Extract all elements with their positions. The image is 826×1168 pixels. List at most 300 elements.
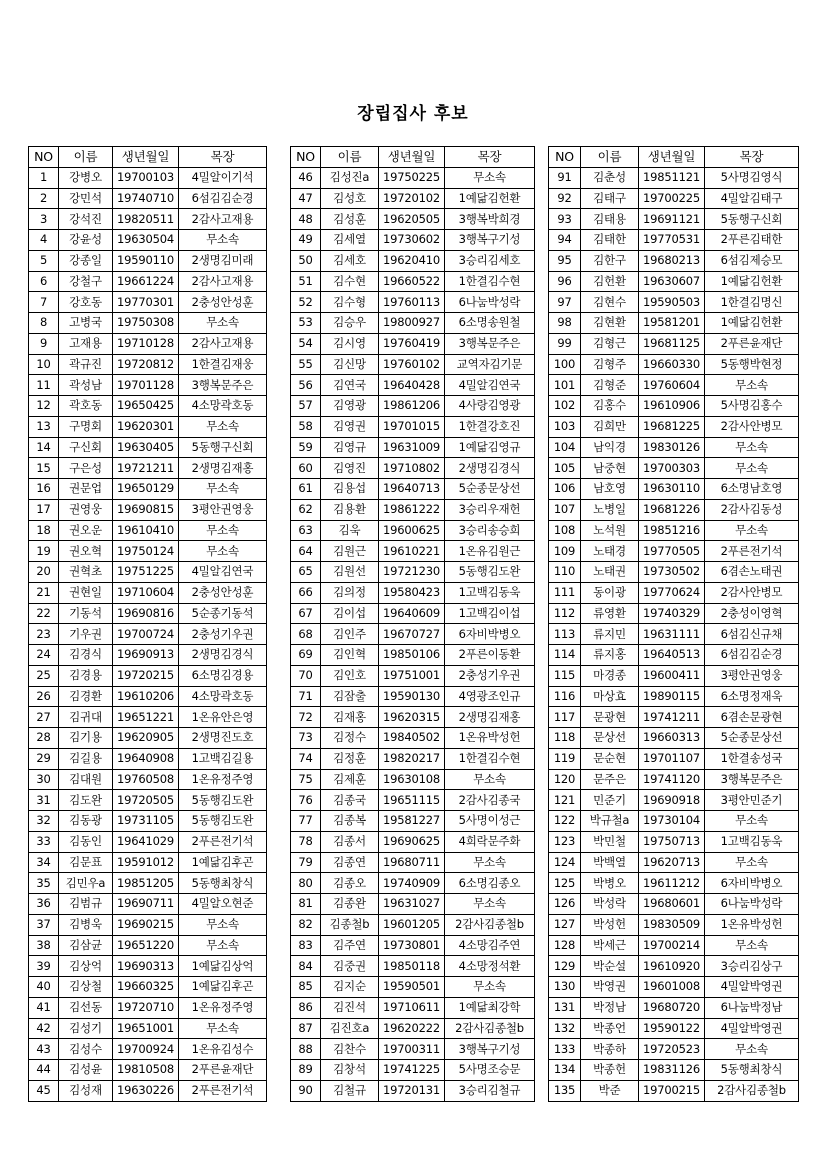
table-row (549, 1060, 799, 1081)
cell-no: 17 (29, 499, 59, 520)
header-pastor: 목장 (179, 147, 267, 168)
cell-pastor-group: 1예닮최강학 (445, 997, 535, 1018)
cell-pastor-group: 2생명김경식 (445, 458, 535, 479)
cell-no: 56 (291, 375, 321, 396)
cell-no: 101 (549, 375, 581, 396)
cell-pastor-group: 6겸손문광현 (705, 707, 799, 728)
cell-name: 기동석 (59, 603, 113, 624)
cell-birthdate: 19640609 (379, 603, 445, 624)
cell-birthdate: 19650425 (113, 396, 179, 417)
cell-birthdate: 19770624 (639, 582, 705, 603)
cell-pastor-group: 무소속 (705, 935, 799, 956)
cell-no: 67 (291, 603, 321, 624)
cell-no: 41 (29, 997, 59, 1018)
cell-name: 김형주 (581, 354, 639, 375)
table-row (291, 645, 535, 666)
cell-pastor-group: 무소속 (445, 977, 535, 998)
cell-pastor-group: 2푸른전기석 (705, 541, 799, 562)
table-row (29, 520, 267, 541)
cell-no: 94 (549, 230, 581, 251)
cell-pastor-group: 1고백김동욱 (445, 582, 535, 603)
cell-no: 78 (291, 831, 321, 852)
table-row (549, 416, 799, 437)
cell-no: 12 (29, 396, 59, 417)
table-row (29, 292, 267, 313)
cell-birthdate: 19721211 (113, 458, 179, 479)
cell-no: 49 (291, 230, 321, 251)
table-row (291, 479, 535, 500)
cell-name: 김신망 (321, 354, 379, 375)
cell-birthdate: 19750308 (113, 313, 179, 334)
cell-no: 29 (29, 748, 59, 769)
cell-birthdate: 19631111 (639, 624, 705, 645)
cell-birthdate: 19630110 (639, 479, 705, 500)
cell-no: 88 (291, 1039, 321, 1060)
cell-pastor-group: 무소속 (445, 167, 535, 188)
cell-birthdate: 19631009 (379, 437, 445, 458)
cell-pastor-group: 5순종문상선 (445, 479, 535, 500)
cell-no: 19 (29, 541, 59, 562)
table-header-row (29, 147, 267, 168)
cell-name: 구은성 (59, 458, 113, 479)
cell-name: 김이섭 (321, 603, 379, 624)
cell-no: 103 (549, 416, 581, 437)
cell-name: 김종복 (321, 811, 379, 832)
cell-birthdate: 19600411 (639, 665, 705, 686)
cell-birthdate: 19700311 (379, 1039, 445, 1060)
cell-no: 26 (29, 686, 59, 707)
table-row (29, 1080, 267, 1101)
cell-name: 노태경 (581, 541, 639, 562)
cell-name: 김승우 (321, 313, 379, 334)
cell-name: 남익경 (581, 437, 639, 458)
cell-name: 김정수 (321, 728, 379, 749)
cell-pastor-group: 무소속 (705, 520, 799, 541)
cell-birthdate: 19741211 (639, 707, 705, 728)
cell-no: 120 (549, 769, 581, 790)
cell-pastor-group: 6섬김신규채 (705, 624, 799, 645)
table-row (29, 873, 267, 894)
cell-pastor-group: 1예닮김상억 (179, 956, 267, 977)
cell-name: 김삼균 (59, 935, 113, 956)
header-name: 이름 (581, 147, 639, 168)
cell-pastor-group: 1온유김원근 (445, 541, 535, 562)
cell-birthdate: 19581227 (379, 811, 445, 832)
cell-pastor-group: 무소속 (179, 541, 267, 562)
table-row (291, 707, 535, 728)
cell-name: 김상억 (59, 956, 113, 977)
cell-pastor-group: 6소명김종오 (445, 873, 535, 894)
table-row (549, 250, 799, 271)
candidate-table-1 (28, 146, 267, 1102)
cell-no: 115 (549, 665, 581, 686)
cell-no: 32 (29, 811, 59, 832)
cell-pastor-group: 5사명김홍수 (705, 396, 799, 417)
cell-birthdate: 19851121 (639, 167, 705, 188)
cell-name: 김중권 (321, 956, 379, 977)
cell-name: 민준기 (581, 790, 639, 811)
cell-name: 박종헌 (581, 1060, 639, 1081)
table-row (29, 645, 267, 666)
cell-name: 김재홍 (321, 707, 379, 728)
cell-no: 80 (291, 873, 321, 894)
table-row (29, 479, 267, 500)
cell-birthdate: 19701107 (639, 748, 705, 769)
table-row (29, 313, 267, 334)
cell-birthdate: 19750713 (639, 831, 705, 852)
table-row (291, 997, 535, 1018)
cell-birthdate: 19710611 (379, 997, 445, 1018)
table-row (291, 167, 535, 188)
table-row (29, 541, 267, 562)
cell-pastor-group: 2감사김동성 (705, 499, 799, 520)
cell-name: 강철구 (59, 271, 113, 292)
cell-no: 118 (549, 728, 581, 749)
cell-birthdate: 19590503 (639, 292, 705, 313)
cell-name: 김성윤 (59, 1060, 113, 1081)
cell-no: 89 (291, 1060, 321, 1081)
header-no: NO (291, 147, 321, 168)
cell-name: 김민우a (59, 873, 113, 894)
cell-name: 남호영 (581, 479, 639, 500)
cell-no: 47 (291, 188, 321, 209)
cell-name: 김경식 (59, 645, 113, 666)
cell-name: 김찬수 (321, 1039, 379, 1060)
cell-pastor-group: 4사랑김영광 (445, 396, 535, 417)
cell-birthdate: 19720505 (113, 790, 179, 811)
cell-birthdate: 19710604 (113, 582, 179, 603)
cell-name: 권문업 (59, 479, 113, 500)
cell-pastor-group: 무소속 (179, 1018, 267, 1039)
cell-pastor-group: 3행복문주은 (179, 375, 267, 396)
cell-birthdate: 19681226 (639, 499, 705, 520)
table-row (291, 250, 535, 271)
cell-no: 7 (29, 292, 59, 313)
cell-no: 25 (29, 665, 59, 686)
cell-pastor-group: 무소속 (705, 1039, 799, 1060)
table-row (291, 914, 535, 935)
table-row (549, 894, 799, 915)
cell-name: 김철규 (321, 1080, 379, 1101)
cell-pastor-group: 1한결강호진 (445, 416, 535, 437)
cell-pastor-group: 무소속 (445, 769, 535, 790)
cell-no: 113 (549, 624, 581, 645)
cell-pastor-group: 3승리송승희 (445, 520, 535, 541)
cell-pastor-group: 1예닮김헌환 (445, 188, 535, 209)
cell-pastor-group: 1한결김명신 (705, 292, 799, 313)
cell-name: 고병국 (59, 313, 113, 334)
cell-name: 구명회 (59, 416, 113, 437)
cell-birthdate: 19840502 (379, 728, 445, 749)
cell-pastor-group: 1온유박성헌 (705, 914, 799, 935)
cell-no: 95 (549, 250, 581, 271)
table-row (29, 230, 267, 251)
cell-pastor-group: 6섬김제승모 (705, 250, 799, 271)
cell-birthdate: 19770531 (639, 230, 705, 251)
cell-name: 김귀대 (59, 707, 113, 728)
cell-name: 박종하 (581, 1039, 639, 1060)
cell-pastor-group: 1한결김수현 (445, 271, 535, 292)
cell-birthdate: 19690313 (113, 956, 179, 977)
table-row (29, 1018, 267, 1039)
table-row (549, 520, 799, 541)
cell-no: 51 (291, 271, 321, 292)
cell-birthdate: 19890115 (639, 686, 705, 707)
cell-name: 김인호 (321, 665, 379, 686)
cell-pastor-group: 무소속 (445, 852, 535, 873)
cell-pastor-group: 5사명이성근 (445, 811, 535, 832)
cell-no: 69 (291, 645, 321, 666)
cell-name: 김현수 (581, 292, 639, 313)
cell-name: 권혁초 (59, 562, 113, 583)
cell-birthdate: 19750225 (379, 167, 445, 188)
cell-pastor-group: 2푸른윤재단 (705, 333, 799, 354)
cell-no: 3 (29, 209, 59, 230)
table-row (291, 396, 535, 417)
page-title: 장립집사 후보 (357, 104, 469, 124)
cell-name: 김선동 (59, 997, 113, 1018)
cell-no: 74 (291, 748, 321, 769)
cell-no: 134 (549, 1060, 581, 1081)
cell-pastor-group: 2생명김경식 (179, 645, 267, 666)
cell-no: 20 (29, 562, 59, 583)
cell-pastor-group: 무소속 (445, 894, 535, 915)
cell-pastor-group: 6소명김경용 (179, 665, 267, 686)
table-row (549, 914, 799, 935)
table-row (291, 188, 535, 209)
cell-pastor-group: 1예닮김헌환 (705, 313, 799, 334)
cell-no: 43 (29, 1039, 59, 1060)
cell-birthdate: 19700215 (639, 1080, 705, 1101)
cell-birthdate: 19690913 (113, 645, 179, 666)
cell-no: 61 (291, 479, 321, 500)
table-row (291, 769, 535, 790)
cell-name: 김진호a (321, 1018, 379, 1039)
cell-pastor-group: 1예닮김헌환 (705, 271, 799, 292)
cell-no: 2 (29, 188, 59, 209)
cell-pastor-group: 6자비박병오 (705, 873, 799, 894)
table-row (291, 894, 535, 915)
table-row (549, 665, 799, 686)
cell-pastor-group: 4영광조인규 (445, 686, 535, 707)
cell-pastor-group: 4밀알김태구 (705, 188, 799, 209)
cell-pastor-group: 5동행박현정 (705, 354, 799, 375)
cell-pastor-group: 3행복박희경 (445, 209, 535, 230)
cell-no: 11 (29, 375, 59, 396)
cell-pastor-group: 무소속 (179, 520, 267, 541)
cell-birthdate: 19601008 (639, 977, 705, 998)
cell-birthdate: 19700103 (113, 167, 179, 188)
cell-no: 126 (549, 894, 581, 915)
table-row (549, 230, 799, 251)
table-row (29, 894, 267, 915)
table-row (29, 603, 267, 624)
cell-pastor-group: 2감사안병모 (705, 416, 799, 437)
cell-no: 63 (291, 520, 321, 541)
table-row (549, 375, 799, 396)
table-row (291, 230, 535, 251)
cell-name: 강석진 (59, 209, 113, 230)
table-row (291, 852, 535, 873)
cell-pastor-group: 5사명김영식 (705, 167, 799, 188)
cell-birthdate: 19660330 (639, 354, 705, 375)
cell-pastor-group: 4소망정석환 (445, 956, 535, 977)
cell-no: 15 (29, 458, 59, 479)
cell-birthdate: 19690918 (639, 790, 705, 811)
table-row (291, 416, 535, 437)
cell-name: 강병오 (59, 167, 113, 188)
cell-pastor-group: 1온유정주영 (179, 997, 267, 1018)
cell-pastor-group: 2푸른전기석 (179, 831, 267, 852)
cell-birthdate: 19830509 (639, 914, 705, 935)
cell-birthdate: 19640428 (379, 375, 445, 396)
table-row (549, 645, 799, 666)
table-row (549, 977, 799, 998)
cell-name: 김영광 (321, 396, 379, 417)
table-row (549, 831, 799, 852)
cell-no: 130 (549, 977, 581, 998)
cell-birthdate: 19651001 (113, 1018, 179, 1039)
cell-no: 90 (291, 1080, 321, 1101)
cell-no: 21 (29, 582, 59, 603)
cell-no: 65 (291, 562, 321, 583)
table-row (29, 935, 267, 956)
table-row (29, 437, 267, 458)
cell-no: 48 (291, 209, 321, 230)
table-row (549, 1039, 799, 1060)
cell-name: 김동인 (59, 831, 113, 852)
cell-name: 박규철a (581, 811, 639, 832)
cell-pastor-group: 2푸른전기석 (179, 1080, 267, 1101)
cell-birthdate: 19610206 (113, 686, 179, 707)
cell-name: 곽성남 (59, 375, 113, 396)
table-row (29, 333, 267, 354)
cell-name: 노병일 (581, 499, 639, 520)
cell-no: 33 (29, 831, 59, 852)
cell-birthdate: 19590110 (113, 250, 179, 271)
table-row (291, 624, 535, 645)
cell-no: 45 (29, 1080, 59, 1101)
cell-no: 86 (291, 997, 321, 1018)
cell-name: 김성재 (59, 1080, 113, 1101)
cell-name: 류영환 (581, 603, 639, 624)
cell-no: 70 (291, 665, 321, 686)
cell-name: 구신회 (59, 437, 113, 458)
cell-name: 김창석 (321, 1060, 379, 1081)
cell-birthdate: 19850106 (379, 645, 445, 666)
cell-birthdate: 19680601 (639, 894, 705, 915)
cell-pastor-group: 3행복문주은 (445, 333, 535, 354)
cell-pastor-group: 6소명남호영 (705, 479, 799, 500)
table-row (29, 416, 267, 437)
table-row (29, 956, 267, 977)
cell-no: 22 (29, 603, 59, 624)
cell-name: 김용환 (321, 499, 379, 520)
cell-no: 37 (29, 914, 59, 935)
cell-name: 김범규 (59, 894, 113, 915)
cell-pastor-group: 2생명김재홍 (445, 707, 535, 728)
header-no: NO (29, 147, 59, 168)
cell-no: 117 (549, 707, 581, 728)
cell-birthdate: 19800927 (379, 313, 445, 334)
table-row (291, 292, 535, 313)
cell-name: 기우권 (59, 624, 113, 645)
cell-pastor-group: 2감사김종국 (445, 790, 535, 811)
cell-pastor-group: 4소망곽호동 (179, 396, 267, 417)
table-row (549, 707, 799, 728)
cell-no: 31 (29, 790, 59, 811)
cell-no: 82 (291, 914, 321, 935)
cell-pastor-group: 1온유김성수 (179, 1039, 267, 1060)
cell-birthdate: 19691121 (639, 209, 705, 230)
cell-birthdate: 19830126 (639, 437, 705, 458)
cell-birthdate: 19590130 (379, 686, 445, 707)
cell-name: 김진석 (321, 997, 379, 1018)
cell-pastor-group: 4밀알이기석 (179, 167, 267, 188)
cell-name: 류지홍 (581, 645, 639, 666)
cell-birthdate: 19620905 (113, 728, 179, 749)
table-row (291, 541, 535, 562)
cell-no: 35 (29, 873, 59, 894)
cell-birthdate: 19630108 (379, 769, 445, 790)
cell-name: 김현환 (581, 313, 639, 334)
table-row (29, 354, 267, 375)
cell-name: 남중현 (581, 458, 639, 479)
cell-no: 14 (29, 437, 59, 458)
cell-pastor-group: 5동행김도완 (445, 562, 535, 583)
cell-birthdate: 19630405 (113, 437, 179, 458)
cell-name: 김성수 (59, 1039, 113, 1060)
cell-no: 38 (29, 935, 59, 956)
cell-pastor-group: 3승리김철규 (445, 1080, 535, 1101)
cell-name: 김춘성 (581, 167, 639, 188)
table-row (549, 458, 799, 479)
table-row (29, 997, 267, 1018)
table-row (291, 956, 535, 977)
table-row (29, 499, 267, 520)
cell-name: 김성진a (321, 167, 379, 188)
table-row (291, 437, 535, 458)
cell-birthdate: 19810508 (113, 1060, 179, 1081)
cell-birthdate: 19680720 (639, 997, 705, 1018)
cell-pastor-group: 무소속 (705, 458, 799, 479)
cell-birthdate: 19760102 (379, 354, 445, 375)
cell-name: 김홍수 (581, 396, 639, 417)
cell-birthdate: 19831126 (639, 1060, 705, 1081)
cell-name: 권오운 (59, 520, 113, 541)
cell-pastor-group: 2충성안성훈 (179, 292, 267, 313)
cell-no: 124 (549, 852, 581, 873)
cell-name: 고재용 (59, 333, 113, 354)
cell-pastor-group: 1온유정주영 (179, 769, 267, 790)
cell-pastor-group: 6나눔박정남 (705, 997, 799, 1018)
cell-no: 64 (291, 541, 321, 562)
cell-no: 77 (291, 811, 321, 832)
table-row (549, 396, 799, 417)
cell-no: 75 (291, 769, 321, 790)
cell-pastor-group: 1한결김재웅 (179, 354, 267, 375)
cell-pastor-group: 무소속 (705, 375, 799, 396)
table-row (549, 935, 799, 956)
table-row (29, 271, 267, 292)
cell-no: 84 (291, 956, 321, 977)
cell-name: 김지순 (321, 977, 379, 998)
cell-pastor-group: 4희락문주화 (445, 831, 535, 852)
cell-name: 박병오 (581, 873, 639, 894)
cell-birthdate: 19720131 (379, 1080, 445, 1101)
header-birth: 생년월일 (379, 147, 445, 168)
table-row (29, 167, 267, 188)
